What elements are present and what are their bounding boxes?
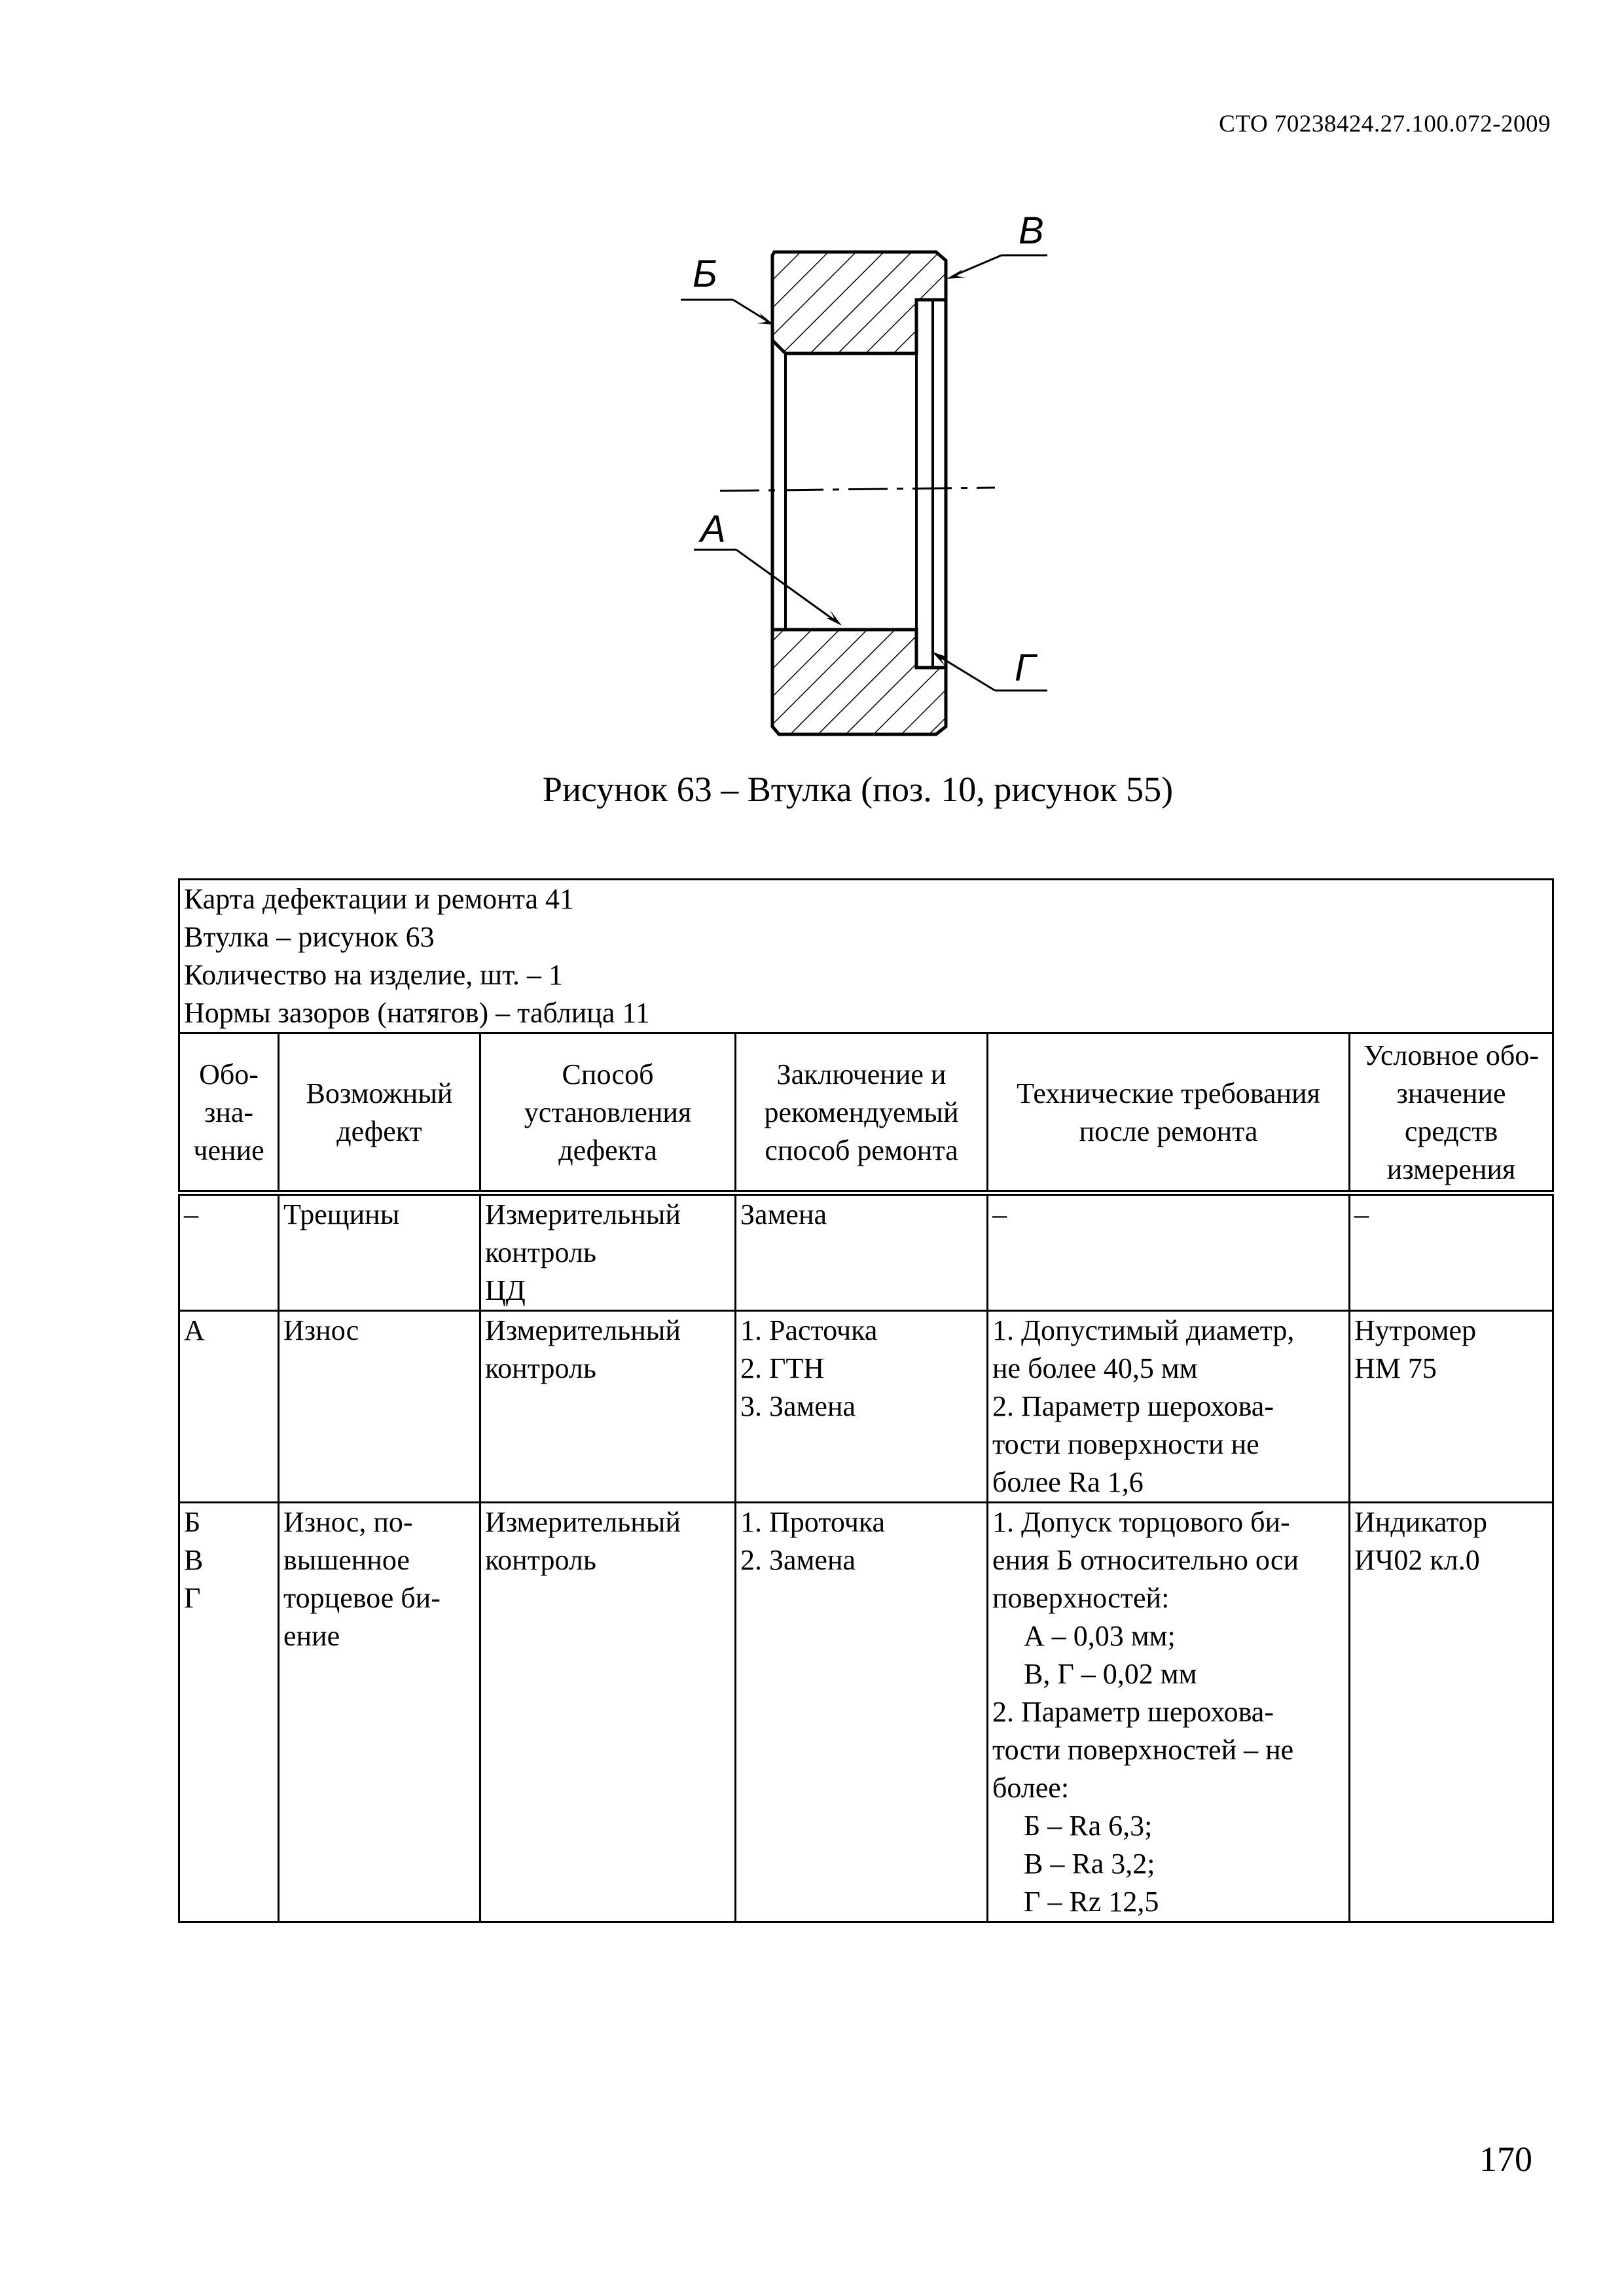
page-number: 170 xyxy=(1479,2140,1532,2179)
cell-line: 2. ГТН xyxy=(740,1352,825,1384)
cell-repair xyxy=(736,1311,988,1503)
cell-line: ИЧ02 кл.0 xyxy=(1354,1544,1480,1576)
column-header-0 xyxy=(179,1033,279,1193)
cell-method xyxy=(480,1193,736,1311)
defect-card-table xyxy=(178,878,1554,1923)
figure-caption: Рисунок 63 – Втулка (поз. 10, рисунок 55) xyxy=(542,770,1174,809)
cell-line: Трещины xyxy=(283,1198,400,1230)
card-header-row xyxy=(179,880,1553,1033)
cell-designation xyxy=(179,1311,279,1503)
column-header-2 xyxy=(480,1033,736,1193)
cell-requirements xyxy=(988,1503,1350,1922)
card-info xyxy=(179,880,1553,1033)
cell-line: Износ, по- xyxy=(283,1506,413,1538)
cell-line: контроль xyxy=(485,1236,596,1268)
cell-line: торцевое би- xyxy=(283,1582,441,1614)
column-header-line: Заключение и xyxy=(776,1058,947,1090)
cell-line: Б – Ra 6,3; xyxy=(1024,1810,1153,1842)
cell-line: НМ 75 xyxy=(1354,1352,1437,1384)
cell-line: 1. Допустимый диаметр, xyxy=(992,1314,1295,1346)
cell-line: Измерительный xyxy=(485,1198,681,1230)
column-header-line: дефект xyxy=(336,1115,422,1147)
column-header-line: измерения xyxy=(1386,1153,1516,1185)
table-row xyxy=(179,1503,1553,1922)
cell-line: 2. Параметр шерохова- xyxy=(992,1390,1274,1422)
cell-line: А – 0,03 мм; xyxy=(1024,1620,1176,1652)
column-header-line: значение xyxy=(1396,1077,1506,1109)
column-header-line: установления xyxy=(524,1096,692,1128)
cell-line: контроль xyxy=(485,1544,596,1576)
cell-line: тости поверхностей – не xyxy=(992,1734,1294,1766)
bottom-section xyxy=(772,630,946,734)
cell-line: контроль xyxy=(485,1352,596,1384)
cell-line: Измерительный xyxy=(485,1506,681,1538)
cell-line: В xyxy=(184,1544,204,1576)
cell-instrument xyxy=(1350,1311,1553,1503)
column-header-line: Возможный xyxy=(306,1077,453,1109)
cell-line: Г – Rz 12,5 xyxy=(1024,1886,1159,1918)
cell-requirements xyxy=(988,1311,1350,1503)
cell-method xyxy=(480,1503,736,1922)
cell-instrument xyxy=(1350,1193,1553,1311)
cell-defect xyxy=(279,1311,480,1503)
table-row xyxy=(179,1193,1553,1311)
cell-line: Измерительный xyxy=(485,1314,681,1346)
label-a: А xyxy=(700,508,726,550)
cell-line: более Ra 1,6 xyxy=(992,1466,1144,1498)
cell-repair xyxy=(736,1193,988,1311)
cell-line: не более 40,5 мм xyxy=(992,1352,1198,1384)
cell-designation xyxy=(179,1193,279,1311)
cell-instrument xyxy=(1350,1503,1553,1922)
column-header-line: дефекта xyxy=(558,1134,657,1166)
cell-defect xyxy=(279,1503,480,1922)
cell-line: В – Ra 3,2; xyxy=(1024,1848,1155,1880)
cell-method xyxy=(480,1311,736,1503)
cell-line: поверхностей: xyxy=(992,1582,1170,1614)
cell-line: Замена xyxy=(740,1198,827,1230)
table-row xyxy=(179,1311,1553,1503)
cell-line: ение xyxy=(283,1620,340,1652)
cell-line: – xyxy=(184,1198,198,1230)
column-header-line: Обо- xyxy=(199,1058,259,1090)
card-line: Нормы зазоров (натягов) – таблица 11 xyxy=(184,997,650,1029)
cell-line: 1. Допуск торцового би- xyxy=(992,1506,1290,1538)
cell-defect xyxy=(279,1193,480,1311)
cell-designation xyxy=(179,1503,279,1922)
cell-line: тости поверхности не xyxy=(992,1428,1259,1460)
cell-line: – xyxy=(992,1198,1007,1230)
cell-line: Индикатор xyxy=(1354,1506,1488,1538)
bushing-drawing xyxy=(655,203,1074,766)
column-header-3 xyxy=(736,1033,988,1193)
cell-line: Г xyxy=(184,1582,201,1614)
column-header-line: рекомендуемый xyxy=(764,1096,959,1128)
cell-line: 2. Параметр шерохова- xyxy=(992,1696,1274,1728)
cell-line: 2. Замена xyxy=(740,1544,856,1576)
label-g: Г xyxy=(1015,647,1036,689)
cell-line: Износ xyxy=(283,1314,359,1346)
cell-line: ЦД xyxy=(485,1274,526,1306)
column-header-1 xyxy=(279,1033,480,1193)
column-header-row xyxy=(179,1033,1553,1193)
document-code: СТО 70238424.27.100.072-2009 xyxy=(1219,111,1551,137)
card-line: Количество на изделие, шт. – 1 xyxy=(184,959,564,991)
column-header-4 xyxy=(988,1033,1350,1193)
column-header-line: средств xyxy=(1404,1115,1498,1147)
cell-line: вышенное xyxy=(283,1544,410,1576)
cell-line: В, Г – 0,02 мм xyxy=(1024,1658,1197,1690)
cell-repair xyxy=(736,1503,988,1922)
cell-line: – xyxy=(1354,1198,1369,1230)
column-header-line: Условное обо- xyxy=(1363,1039,1539,1071)
column-header-line: способ ремонта xyxy=(765,1134,958,1166)
cell-line: А xyxy=(184,1314,205,1346)
cell-line: Б xyxy=(184,1506,201,1538)
column-header-line: Способ xyxy=(562,1058,654,1090)
cell-line: 1. Расточка xyxy=(740,1314,878,1346)
column-header-5 xyxy=(1350,1033,1553,1193)
cell-line: 1. Проточка xyxy=(740,1506,886,1538)
cell-line: Нутромер xyxy=(1354,1314,1477,1346)
card-line: Карта дефектации и ремонта 41 xyxy=(184,883,574,915)
column-header-line: Технические требования xyxy=(1017,1077,1320,1109)
label-b: Б xyxy=(693,253,717,295)
cell-line: ения Б относительно оси xyxy=(992,1544,1299,1576)
cell-requirements xyxy=(988,1193,1350,1311)
column-header-line: после ремонта xyxy=(1079,1115,1258,1147)
cell-line: более: xyxy=(992,1772,1070,1804)
top-section xyxy=(772,252,946,353)
column-header-line: зна- xyxy=(204,1096,254,1128)
cell-line: 3. Замена xyxy=(740,1390,856,1422)
label-v: В xyxy=(1019,209,1044,252)
column-header-line: чение xyxy=(193,1134,264,1166)
card-line: Втулка – рисунок 63 xyxy=(184,921,435,953)
